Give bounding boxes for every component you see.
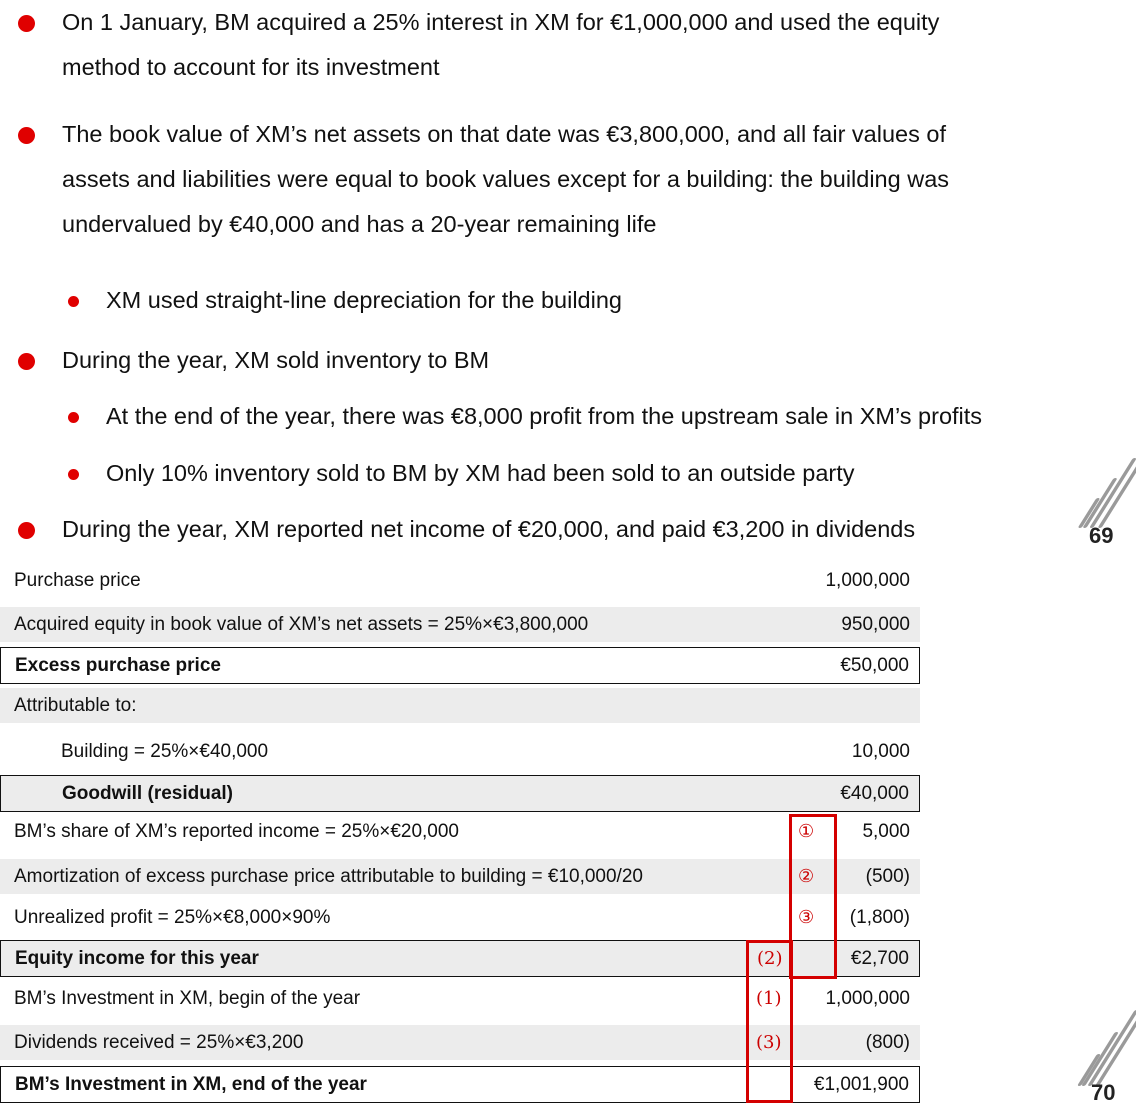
row-label: Dividends received = 25%×€3,200 [14, 1032, 304, 1053]
page-number: 69 [1089, 523, 1114, 548]
annotation-mark: (2) [757, 948, 783, 969]
bullet-text: XM used straight-line depreciation for the building [106, 287, 622, 313]
table-row-total [0, 775, 920, 812]
row-value: €40,000 [840, 783, 909, 804]
sub-bullet-depreciation [106, 278, 1136, 323]
table-row [0, 563, 920, 598]
annotation-mark: ① [798, 821, 815, 842]
row-value: 1,000,000 [825, 570, 910, 591]
bullet-text: undervalued by €40,000 and has a 20-year remaining life [62, 211, 657, 237]
row-label: Building = 25%×€40,000 [61, 741, 269, 762]
bullet-text: On 1 January, BM acquired a 25% interest in XM for €1,000,000 and used the equity [62, 9, 940, 35]
bullet-net-income [62, 507, 1122, 552]
table-row [0, 688, 920, 723]
row-label: Excess purchase price [15, 655, 221, 676]
decorative-stripes [1085, 990, 1135, 1090]
row-label: Attributable to: [14, 695, 137, 716]
bullet-text: Only 10% inventory sold to BM by XM had been sold to an outside party [106, 460, 855, 486]
sub-bullet-dot [68, 412, 79, 423]
row-label: BM’s Investment in XM, begin of the year [14, 988, 361, 1009]
sub-bullet-inventory-sold [106, 451, 1136, 496]
sub-bullet-dot [68, 296, 79, 307]
row-value: €1,001,900 [813, 1074, 909, 1095]
bullet-acquisition [62, 0, 1122, 90]
bullet-dot [18, 353, 35, 370]
row-label: Acquired equity in book value of XM’s net assets = 25%×€3,800,000 [14, 614, 589, 635]
bullet-dot [18, 127, 35, 144]
table-row [0, 607, 920, 642]
annotation-mark: (1) [756, 988, 782, 1009]
annotation-mark: ③ [798, 907, 815, 928]
row-value: (1,800) [849, 907, 910, 928]
bullet-text: During the year, XM sold inventory to BM [62, 347, 490, 373]
bullet-dot [18, 15, 35, 32]
row-label: BM’s Investment in XM, end of the year [15, 1074, 367, 1095]
row-label: BM’s share of XM’s reported income = 25%×€20,000 [14, 821, 459, 842]
row-value: €2,700 [850, 948, 909, 969]
row-label: Amortization of excess purchase price attributable to building = €10,000/20 [14, 866, 643, 887]
row-label: Goodwill (residual) [62, 783, 234, 804]
bullet-book-value [62, 112, 1122, 247]
bullet-text: During the year, XM reported net income of €20,000, and paid €3,200 in dividends [62, 516, 916, 542]
annotation-mark: ② [798, 866, 815, 887]
annotation-box [746, 940, 793, 1103]
row-value: (800) [865, 1032, 910, 1053]
table-row [0, 734, 920, 769]
table-row [0, 900, 920, 935]
table-row-total [0, 647, 920, 684]
row-value: 1,000,000 [825, 988, 910, 1009]
row-label: Purchase price [14, 570, 141, 591]
page-number: 70 [1091, 1080, 1116, 1105]
row-label: Unrealized profit = 25%×€8,000×90% [14, 907, 331, 928]
row-label: Equity income for this year [15, 948, 259, 969]
table-row [0, 859, 920, 894]
bullet-text: assets and liabilities were equal to book values except for a building: the building was [62, 166, 950, 192]
row-value: 950,000 [841, 614, 910, 635]
bullet-text: The book value of XM’s net assets on that date was €3,800,000, and all fair values of [62, 121, 946, 147]
row-value: (500) [865, 866, 910, 887]
annotation-box [789, 814, 837, 979]
bullet-text: At the end of the year, there was €8,000 profit from the upstream sale in XM’s profits [106, 403, 983, 429]
sub-bullet-upstream-profit [106, 394, 1136, 439]
bullet-text: method to account for its investment [62, 54, 440, 80]
row-value: €50,000 [840, 655, 909, 676]
table-row [0, 814, 920, 849]
row-value: 5,000 [862, 821, 910, 842]
decorative-stripes [1085, 440, 1135, 530]
bullet-inventory-sale [62, 338, 1122, 383]
row-value: 10,000 [851, 741, 910, 762]
bullet-dot [18, 522, 35, 539]
sub-bullet-dot [68, 469, 79, 480]
annotation-mark: (3) [756, 1032, 782, 1053]
